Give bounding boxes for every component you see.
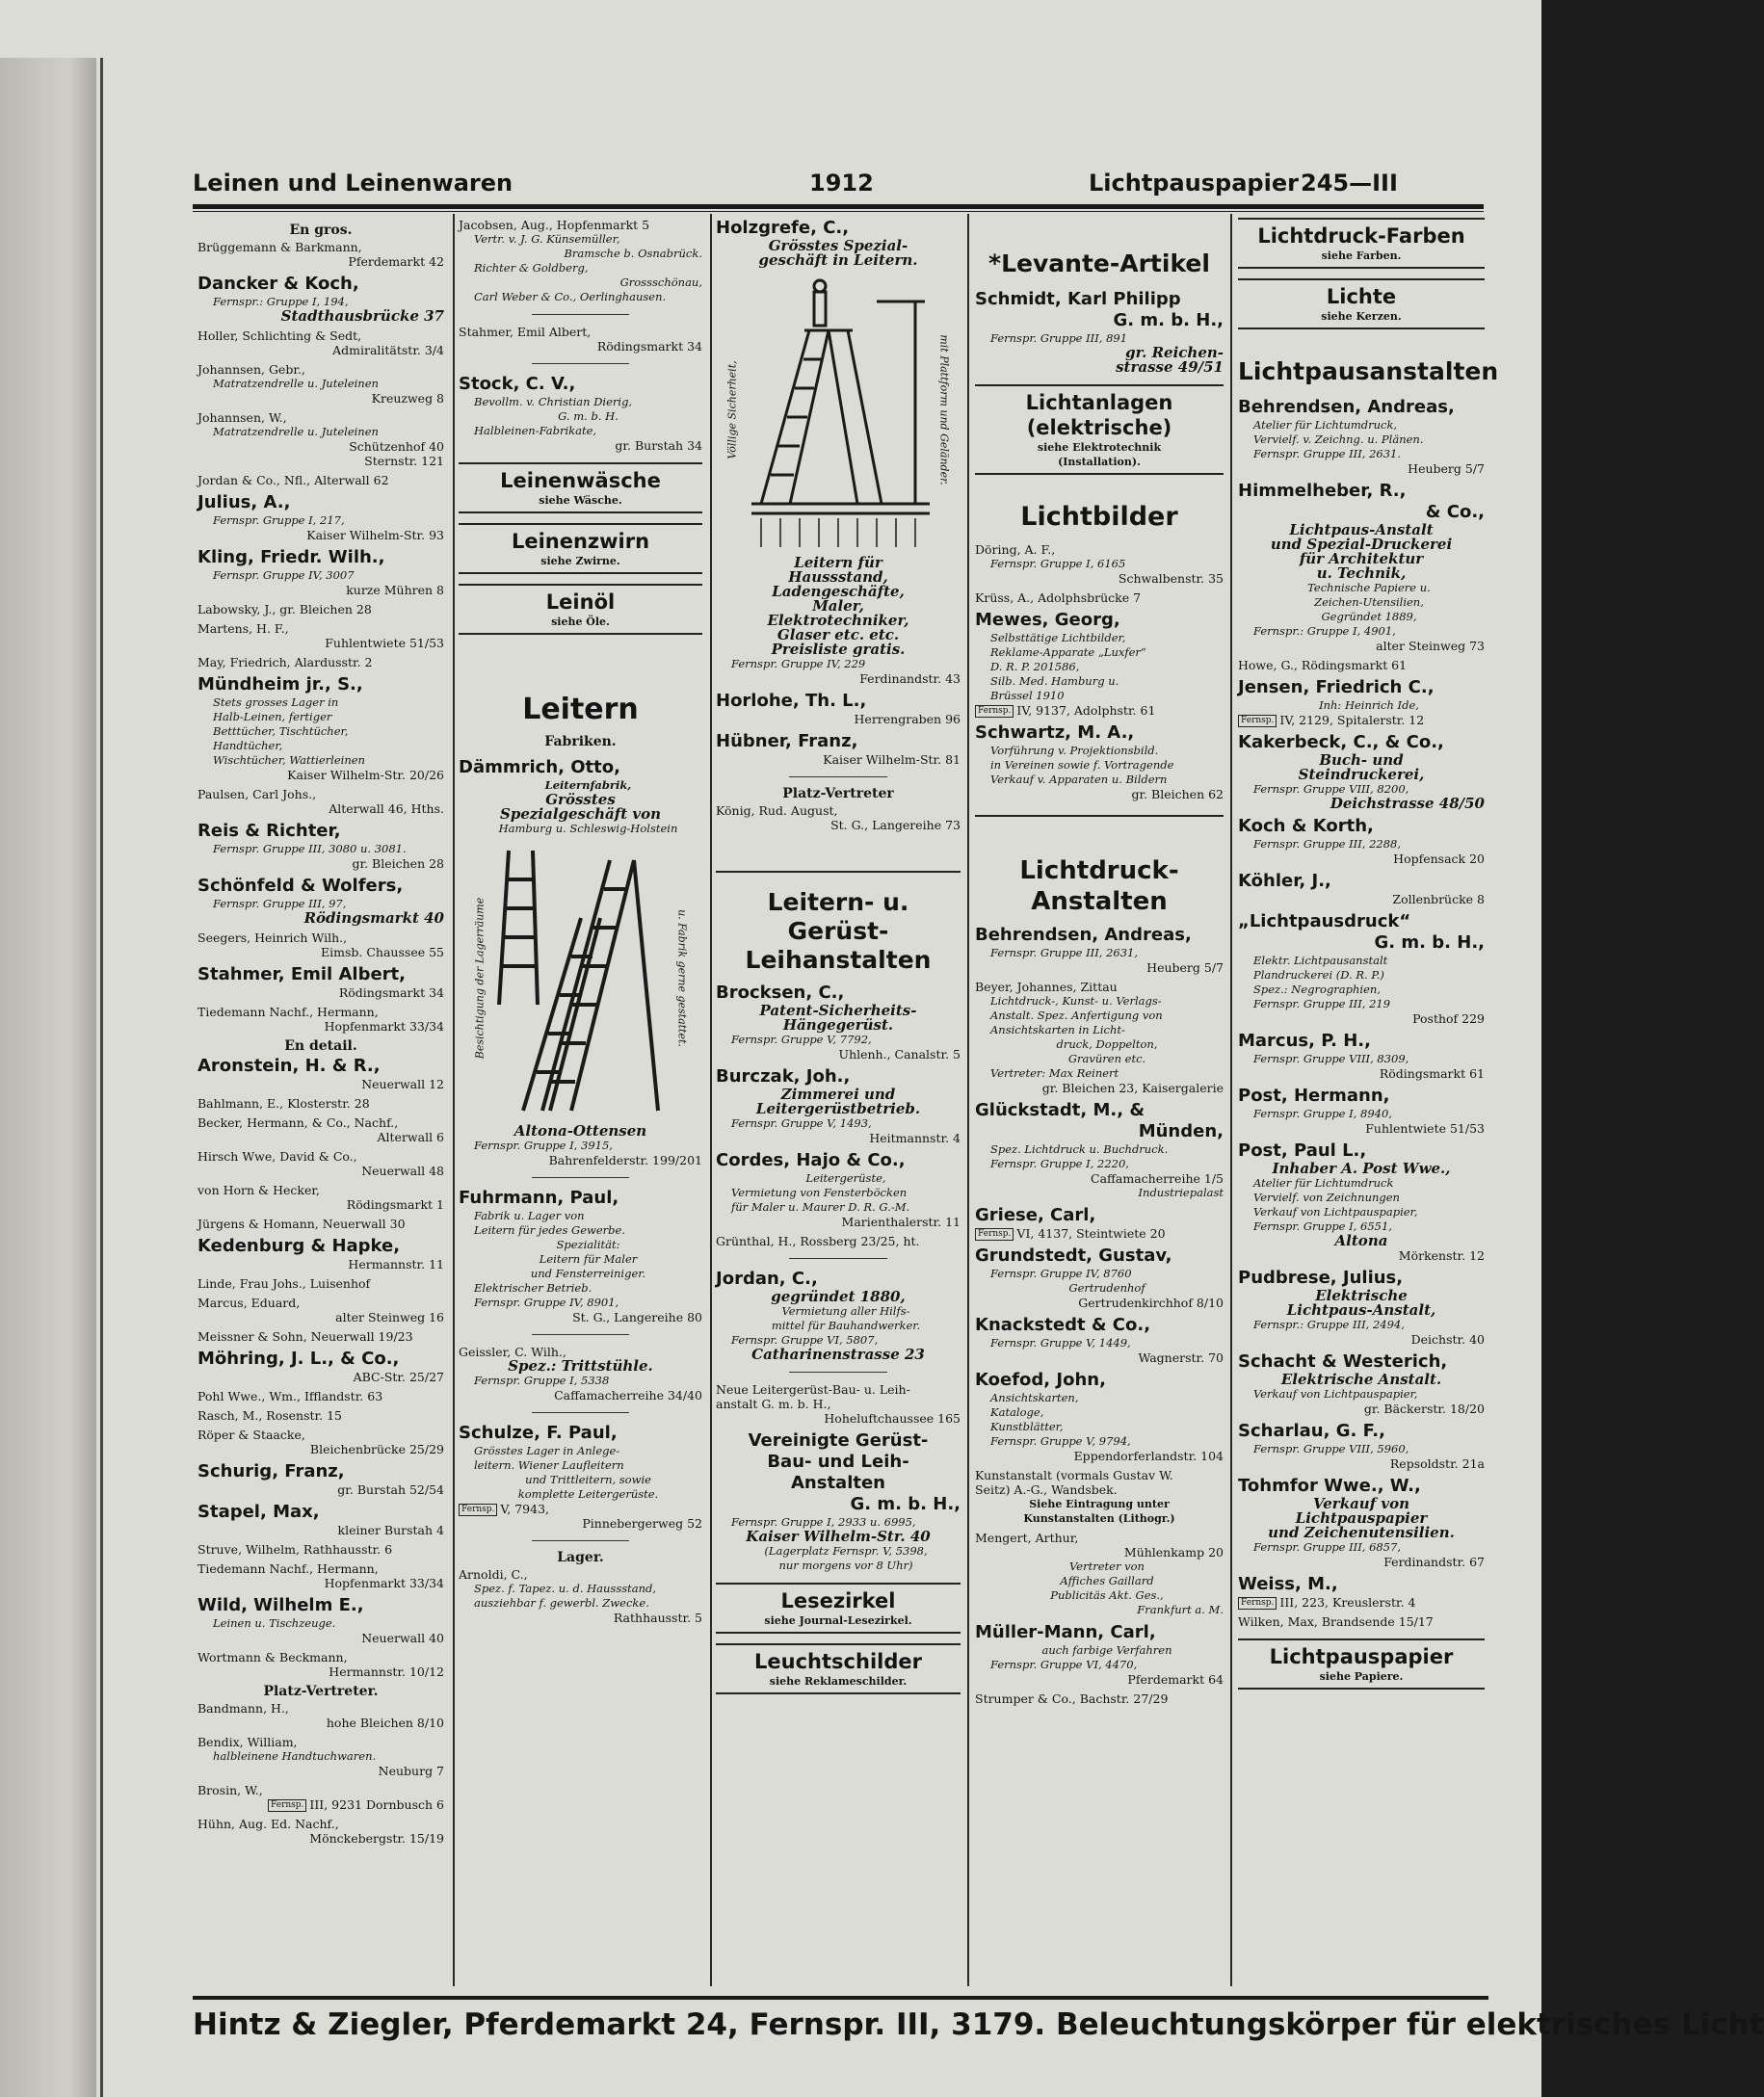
listing: Meissner & Sohn, Neuerwall 19/23 [197, 1329, 413, 1344]
listing: Bendix, William, halbleinene Handtuchwaren. Neuburg 7 [197, 1735, 444, 1778]
separator [789, 776, 887, 777]
listing: Bahlmann, E., Klosterstr. 28 [197, 1096, 370, 1111]
listing: Krüss, A., Adolphsbrücke 7 [975, 590, 1142, 605]
header-right-title: Lichtpauspapier [1089, 170, 1299, 197]
header-year: 1912 [809, 170, 874, 197]
listing: Beyer, Johannes, Zittau Lichtdruck-, Kunst- u. Verlags- Anstalt. Spez. Anfertigung von Ansichtskarten in Licht- druck, Doppelton, Gravüren etc. Vertreter: Max Reinert gr. Bleichen 23, Kaisergalerie [975, 980, 1224, 1095]
listing: Schacht & Westerich, Elektrische Anstalt. Verkauf von Lichtpauspapier, gr. Bäckerstr. 18/20 [1238, 1351, 1485, 1416]
cross-reference-box: Lichtpauspapier siehe Papiere. [1238, 1638, 1485, 1690]
listing: Kedenburg & Hapke, Hermannstr. 11 [197, 1236, 444, 1271]
cross-reference-box: Leinenwäsche siehe Wäsche. [459, 462, 702, 513]
group-heading: Platz-Vertreter [782, 786, 894, 801]
telephone-icon: Fernsp. [268, 1799, 306, 1812]
separator [532, 1540, 629, 1541]
listing: Dämmrich, Otto, Leiternfabrik, Grösstes Spezialgeschäft von Hamburg u. Schleswig-Holstein [459, 757, 678, 835]
cross-reference-box: Lesezirkel siehe Journal-Lesezirkel. [716, 1583, 961, 1634]
section-title: Leitern [522, 693, 639, 726]
listing: Koefod, John, Ansichtskarten, Kataloge, Kunstblätter, Fernspr. Gruppe V, 9794, Eppendorferlandstr. 104 [975, 1370, 1224, 1463]
cross-reference-box: Lichte siehe Kerzen. [1238, 278, 1485, 329]
listing: Tiedemann Nachf., Hermann, Hopfenmarkt 33/34 [197, 1561, 444, 1590]
listing: Kunstanstalt (vormals Gustav W. Seitz) A.-G., Wandsbek. Siehe Eintragung unter Kunstanstalten (Lithogr.) [975, 1468, 1175, 1525]
listing: Weiss, M., Fernsp. III, 223, Kreuslerstr. 4 [1238, 1574, 1416, 1610]
cross-reference-box: Leuchtschilder siehe Reklameschilder. [716, 1643, 961, 1694]
cross-reference-box: Lichtanlagen (elektrische) siehe Elektrotechnik (Installation). [975, 384, 1224, 475]
listing: Kling, Friedr. Wilh., Fernspr. Gruppe IV, 3007 kurze Mühren 8 [197, 547, 444, 597]
footer-advertisement: Hintz & Ziegler, Pferdemarkt 24, Fernspr. III, 3179. Beleuchtungskörper für elektrisches Licht [193, 1996, 1488, 2050]
listing: Horlohe, Th. L., Herrengraben 96 [716, 691, 961, 726]
listing: Glückstadt, M., & Münden, Spez. Lichtdruck u. Buchdruck. Fernspr. Gruppe I, 2220, Caffamacherreihe 1/5 Industriepalast [975, 1100, 1224, 1199]
listing: Vereinigte Gerüst- Bau- und Leih- Anstalten G. m. b. H., Fernspr. Gruppe I, 2933 u. 6995, Kaiser Wilhelm-Str. 40 (Lagerplatz Fernspr. V, 5398, nur morgens vor 8 Uhr) [731, 1430, 961, 1572]
listing: Labowsky, J., gr. Bleichen 28 [197, 602, 372, 616]
listing: Marcus, P. H., Fernspr. Gruppe VIII, 8309, Rödingsmarkt 61 [1238, 1031, 1485, 1081]
header-rule [193, 204, 1484, 209]
listing: Himmelheber, R., & Co., Lichtpaus-Anstalt und Spezial-Druckerei für Architektur u. Technik, Technische Papiere u. Zeichen-Utensilien, Gegründet 1889, Fernspr.: Gruppe I, 4901, alter Steinweg 73 [1238, 481, 1485, 653]
listing: Tiedemann Nachf., Hermann, Hopfenmarkt 33/34 [197, 1005, 444, 1034]
page-number: 245—III [1301, 170, 1398, 197]
listing: Strumper & Co., Bachstr. 27/29 [975, 1691, 1169, 1706]
listing: Kakerbeck, C., & Co., Buch- und Steindruckerei, Fernspr. Gruppe VIII, 8200, Deichstrasse 48/50 [1238, 732, 1485, 812]
telephone-icon: Fernsp. [459, 1504, 497, 1516]
listing: Tohmfor Wwe., W., Verkauf von Lichtpauspapier und Zeichenutensilien. Fernspr. Gruppe III, 6857, Ferdinandstr. 67 [1238, 1476, 1485, 1569]
section-title: Lichtbilder [1020, 502, 1178, 532]
separator [532, 1334, 629, 1335]
listing: Wild, Wilhelm E., Leinen u. Tischzeuge. Neuerwall 40 [197, 1595, 444, 1645]
section-title: Lichtdruck- Anstalten [1019, 856, 1179, 916]
column-4 [975, 218, 1224, 1980]
separator [532, 363, 629, 364]
page-header [193, 166, 1488, 202]
cross-reference-box: Lichtdruck-Farben siehe Farben. [1238, 218, 1485, 269]
listing: Stahmer, Emil Albert, Rödingsmarkt 34 [459, 325, 702, 354]
listing: Scharlau, G. F., Fernspr. Gruppe VIII, 5960, Repsoldstr. 21a [1238, 1421, 1485, 1471]
listing: Jensen, Friedrich C., Inh: Heinrich Ide, Fernsp. IV, 2129, Spitalerstr. 12 [1238, 677, 1435, 727]
listing: May, Friedrich, Alardusstr. 2 [197, 655, 373, 669]
listing: Holzgrefe, C., Grösstes Spezial- geschäft in Leitern. [716, 218, 918, 269]
listing: Brüggemann & Barkmann, Pferdemarkt 42 [197, 240, 444, 269]
separator [789, 1372, 887, 1373]
section-title: Leitern- u. Gerüst- Leihanstalten [745, 888, 932, 974]
listing: Schwartz, M. A., Vorführung v. Projektionsbild. in Vereinen sowie f. Vortragende Verkauf v. Apparaten u. Bildern gr. Bleichen 62 [975, 722, 1224, 801]
listing: Post, Hermann, Fernspr. Gruppe I, 8940, Fuhlentwiete 51/53 [1238, 1086, 1485, 1136]
listing: Jordan & Co., Nfl., Alterwall 62 [197, 473, 389, 487]
book-gutter [0, 58, 96, 2097]
listing: Jacobsen, Aug., Hopfenmarkt 5 Vertr. v. J. G. Künsemüller, Bramsche b. Osnabrück. Richter & Goldberg, Grossschönau, Carl Weber & Co., Oerlinghausen. [459, 218, 702, 303]
telephone-icon: Fernsp. [1238, 715, 1277, 727]
listing: Mündheim jr., S., Stets grosses Lager in Halb-Leinen, fertiger Betttücher, Tischtücher, Handtücher, Wischtücher, Wattierleinen Kaiser Wilhelm-Str. 20/26 [197, 674, 444, 782]
section-rule [716, 871, 961, 873]
group-heading: Lager. [557, 1550, 604, 1565]
listing: Geissler, C. Wilh., Spez.: Trittstühle. Fernspr. Gruppe I, 5338 Caffamacherreihe 34/40 [459, 1345, 702, 1402]
listing: Johannsen, Gebr., Matratzendrelle u. Juteleinen Kreuzweg 8 [197, 362, 444, 406]
separator [532, 1412, 629, 1413]
cross-reference-box: Leinöl siehe Öle. [459, 584, 702, 635]
listing: Schönfeld & Wolfers, Fernspr. Gruppe III, 97, Rödingsmarkt 40 [197, 876, 444, 927]
column-3 [716, 218, 961, 1980]
listing: Stapel, Max, kleiner Burstah 4 [197, 1502, 444, 1537]
listing: Paulsen, Carl Johs., Alterwall 46, Hths. [197, 787, 444, 816]
separator [789, 1258, 887, 1259]
gutter-edge [100, 58, 103, 2097]
group-heading: En gros. [289, 223, 353, 238]
listing: Behrendsen, Andreas, Atelier für Lichtumdruck, Vervielf. v. Zeichng. u. Plänen. Fernspr. Gruppe III, 2631. Heuberg 5/7 [1238, 397, 1485, 476]
listing: von Horn & Hecker, Rödingsmarkt 1 [197, 1183, 444, 1212]
listing: Pudbrese, Julius, Elektrische Lichtpaus-Anstalt, Fernspr.: Gruppe III, 2494, Deichstr. 40 [1238, 1268, 1485, 1347]
listing: Müller-Mann, Carl, auch farbige Verfahren Fernspr. Gruppe VI, 4470, Pferdemarkt 64 [975, 1622, 1224, 1687]
listing: Stahmer, Emil Albert, Rödingsmarkt 34 [197, 964, 444, 1000]
listing: Jordan, C., gegründet 1880, Vermietung aller Hilfs- mittel für Bauhandwerker. Fernspr. Gruppe VI, 5807, Catharinenstrasse 23 [716, 1269, 925, 1363]
listing: Behrendsen, Andreas, Fernspr. Gruppe III, 2631, Heuberg 5/7 [975, 925, 1224, 975]
listing: Marcus, Eduard, alter Steinweg 16 [197, 1296, 444, 1324]
separator [532, 1177, 629, 1178]
listing: Jürgens & Homann, Neuerwall 30 [197, 1217, 406, 1231]
column-5 [1238, 218, 1499, 1980]
listing: Stock, C. V., Bevollm. v. Christian Dierig, G. m. b. H. Halbleinen-Fabrikate, gr. Burstah 34 [459, 374, 702, 453]
ladders-illustration: Besichtigung der Lagerräume u. Fabrik gerne gestattet. [465, 841, 697, 1120]
listing: Möhring, J. L., & Co., ABC-Str. 25/27 [197, 1349, 444, 1384]
listing: Röper & Staacke, Bleichenbrücke 25/29 [197, 1428, 444, 1456]
cross-reference-box: Leinenzwirn siehe Zwirne. [459, 523, 702, 574]
telephone-icon: Fernsp. [975, 1228, 1014, 1241]
listing: Johannsen, W., Matratzendrelle u. Juteleinen Schützenhof 40 Sternstr. 121 [197, 410, 444, 468]
listing: Neue Leitergerüst-Bau- u. Leih- anstalt G. m. b. H., Hoheluftchaussee 165 [716, 1382, 961, 1426]
listing: Cordes, Hajo & Co., Leitergerüste, Vermietung von Fensterböcken für Maler u. Maurer D. R. G.-M. Marienthalerstr. 11 [716, 1150, 961, 1229]
listing: Wilken, Max, Brandsende 15/17 [1238, 1614, 1434, 1629]
listing: Fuhrmann, Paul, Fabrik u. Lager von Leitern für jedes Gewerbe. Spezialität: Leitern für Maler und Fensterreiniger. Elektrischer Betrieb. Fernspr. Gruppe IV, 8901, St. G., Langereihe 80 [459, 1188, 702, 1324]
listing: Becker, Hermann, & Co., Nachf., Alterwall 6 [197, 1115, 444, 1144]
section-title: Lichtpausanstalten [1238, 357, 1499, 385]
listing: Leitern für Haussstand, Ladengeschäfte, Maler, Elektrotechniker, Glaser etc. etc. Preisliste gratis. Fernspr. Gruppe IV, 229 Ferdinandstr. 43 [731, 554, 961, 686]
column-rule [967, 214, 969, 1986]
listing: Schurig, Franz, gr. Burstah 52/54 [197, 1461, 444, 1497]
listing: Schmidt, Karl Philipp G. m. b. H., Fernspr. Gruppe III, 891 gr. Reichen- strasse 49/51 [975, 289, 1224, 376]
telephone-icon: Fernsp. [1238, 1597, 1277, 1610]
section-rule [975, 815, 1224, 817]
listing: Schulze, F. Paul, Grösstes Lager in Anlege- leitern. Wiener Laufleitern und Trittleitern, sowie komplette Leitergerüste. Fernsp. V, 7943, Pinnebergerweg 52 [459, 1423, 702, 1531]
listing: Seegers, Heinrich Wilh., Eimsb. Chaussee 55 [197, 931, 444, 959]
listing: Altona-Ottensen Fernspr. Gruppe I, 3915, Bahrenfelderstr. 199/201 [474, 1122, 702, 1167]
header-left-title: Leinen und Leinenwaren [193, 170, 513, 197]
listing: Brosin, W., Fernsp. III, 9231 Dornbusch 6 [197, 1783, 444, 1812]
listing: Julius, A., Fernspr. Gruppe I, 217, Kaiser Wilhelm-Str. 93 [197, 492, 444, 542]
separator [532, 314, 629, 315]
listing: Brocksen, C., Patent-Sicherheits- Hängegerüst. Fernspr. Gruppe V, 7792, Uhlenh., Canalstr. 5 [716, 983, 961, 1062]
listing: Holler, Schlichting & Sedt, Admiralitätstr. 3/4 [197, 328, 444, 357]
listing: Koch & Korth, Fernspr. Gruppe III, 2288, Hopfensack 20 [1238, 816, 1485, 866]
listing: Hübner, Franz, Kaiser Wilhelm-Str. 81 [716, 731, 961, 767]
telephone-icon: Fernsp. [975, 705, 1014, 718]
column-rule [453, 214, 455, 1986]
column-rule [710, 214, 712, 1986]
listing: Mengert, Arthur, Mühlenkamp 20 Vertreter von Affiches Gaillard Publicitäs Akt. Ges., Frankfurt a. M. [975, 1531, 1224, 1616]
listing: Köhler, J., Zollenbrücke 8 [1238, 871, 1485, 906]
section-title: *Levante-Artikel [988, 249, 1210, 277]
listing: Martens, H. F., Fuhlentwiete 51/53 [197, 621, 444, 650]
listing: Rasch, M., Rosenstr. 15 [197, 1408, 342, 1423]
ladder-drawing [465, 841, 697, 1120]
listing: König, Rud. August, St. G., Langereihe 73 [716, 803, 961, 832]
listing: Pohl Wwe., Wm., Ifflandstr. 63 [197, 1389, 383, 1403]
column-2 [459, 218, 702, 1980]
listing: Post, Paul L., Inhaber A. Post Wwe., Atelier für Lichtumdruck Vervielf. von Zeichnungen Verkauf von Lichtpauspapier, Fernspr. Gruppe I, 6551, Altona Mörkenstr. 12 [1238, 1140, 1485, 1263]
listing: Griese, Carl, Fernsp. VI, 4137, Steintwiete 20 [975, 1205, 1166, 1241]
group-heading: Platz-Vertreter. [263, 1684, 379, 1699]
listing: Howe, G., Rödingsmarkt 61 [1238, 658, 1408, 672]
listing: Burczak, Joh., Zimmerei und Leitergerüstbetrieb. Fernspr. Gruppe V, 1493, Heitmannstr. 4 [716, 1066, 961, 1145]
listing: „Lichtpausdruck“ G. m. b. H., Elektr. Lichtpausanstalt Plandruckerei (D. R. P.) Spez.: Negrographien, Fernspr. Gruppe III, 219 Posthof 229 [1238, 911, 1485, 1026]
ladder-platform-illustration: Völlige Sicherheit, mit Plattform und Geländer. [723, 273, 954, 552]
listing: Arnoldi, C., Spez. f. Tapez. u. d. Haussstand, ausziehbar f. gewerbl. Zwecke. Rathhausstr. 5 [459, 1567, 702, 1625]
listing: Dancker & Koch, Fernspr.: Gruppe I, 194, Stadthausbrücke 37 [197, 274, 444, 325]
group-heading: En detail. [284, 1038, 357, 1054]
column-rule [1230, 214, 1232, 1986]
listing: Struve, Wilhelm, Rathhausstr. 6 [197, 1542, 393, 1557]
listing: Bandmann, H., hohe Bleichen 8/10 [197, 1701, 444, 1730]
section-subtitle: Fabriken. [544, 734, 617, 749]
listing: Döring, A. F., Fernspr. Gruppe I, 6165 Schwalbenstr. 35 [975, 542, 1224, 586]
listing: Grünthal, H., Rossberg 23/25, ht. [716, 1234, 920, 1248]
listing: Hirsch Wwe, David & Co., Neuerwall 48 [197, 1149, 444, 1178]
listing: Linde, Frau Johs., Luisenhof [197, 1276, 371, 1291]
listing: Hühn, Aug. Ed. Nachf., Mönckebergstr. 15/19 [197, 1817, 444, 1846]
listing: Reis & Richter, Fernspr. Gruppe III, 3080 u. 3081. gr. Bleichen 28 [197, 821, 444, 871]
ladder-drawing [723, 273, 954, 552]
listing: Wortmann & Beckmann, Hermannstr. 10/12 [197, 1650, 444, 1679]
listing: Aronstein, H. & R., Neuerwall 12 [197, 1056, 444, 1091]
listing: Knackstedt & Co., Fernspr. Gruppe V, 1449, Wagnerstr. 70 [975, 1315, 1224, 1365]
header-rule-thin [193, 211, 1484, 212]
listing: Grundstedt, Gustav, Fernspr. Gruppe IV, 8760 Gertrudenhof Gertrudenkirchhof 8/10 [975, 1245, 1224, 1310]
column-1 [197, 218, 444, 1980]
listing: Mewes, Georg, Selbsttätige Lichtbilder, Reklame-Apparate „Luxfer“ D. R. P. 201586, Silb. Med. Hamburg u. Brüssel 1910 Fernsp. IV, 9137, Adolphstr. 61 [975, 610, 1156, 718]
